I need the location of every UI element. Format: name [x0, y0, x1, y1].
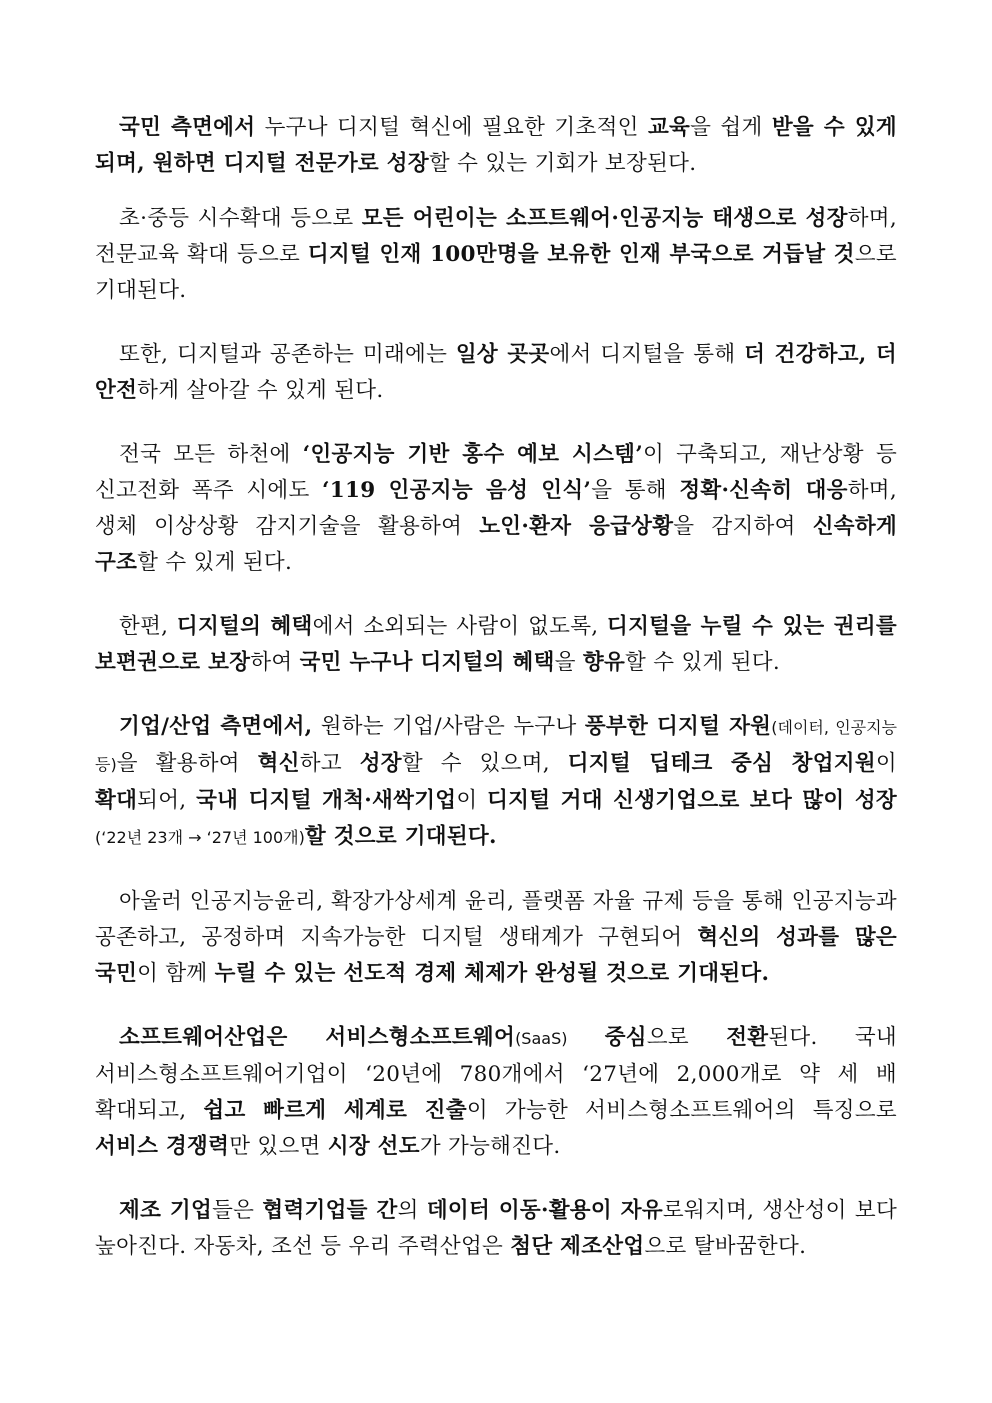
text-run: 할 것으로 기대된다.: [304, 824, 497, 849]
text-run: 시장 선도: [327, 1134, 420, 1159]
text-run: 확대: [95, 788, 138, 813]
text-run: 디지털의 혜택: [176, 614, 313, 639]
text-run: 서비스 경쟁력: [95, 1134, 230, 1159]
text-run: 하며, 생체 이상상황 감지기술을 활용하여: [95, 478, 897, 539]
text-run: 중심: [604, 1025, 647, 1050]
text-run: 더 건강하고, 더 안전: [95, 342, 897, 403]
text-run: 디지털을 누릴 수 있는 권리를 보편권으로 보장: [95, 614, 897, 675]
text-run: 원하는 기업/사람은 누구나: [312, 714, 585, 739]
text-run: 디지털 인재 100만명을 보유한 인재 부국으로 거듭날 것: [307, 242, 855, 267]
paragraph-industry: [95, 709, 897, 856]
text-run: 된다. 국내 서비스형소프트웨어기업이 ‘20년에 780개에서 ‘27년에 2,000개로 약 세 배 확대되고,: [95, 1025, 897, 1123]
text-run: 할 수 있게 된다.: [625, 650, 780, 675]
text-run: 하고: [299, 751, 360, 776]
paragraph-health-safety: [95, 337, 897, 409]
text-run: 의: [397, 1198, 427, 1223]
paragraph-disaster-response: [95, 437, 897, 581]
text-run: [567, 1025, 604, 1050]
text-run: (데이터, 인공지능 등): [95, 718, 898, 774]
text-run: 정확·신속히 대응: [679, 478, 848, 503]
text-run: 으로 탈바꿈한다.: [644, 1234, 807, 1259]
text-run: 디지털 거대 신생기업으로 보다 많이 성장: [487, 788, 897, 813]
paragraph-manufacturing: [95, 1193, 897, 1265]
text-run: 아울러 인공지능윤리, 확장가상세계 윤리, 플랫폼 자율 규제 등을 통해 인공지능과 공존하고, 공정하며 지속가능한 디지털 생태계가 구현되어: [95, 889, 897, 950]
text-run: 이 함께: [137, 961, 215, 986]
text-run: 성장: [359, 751, 402, 776]
text-run: 전환: [726, 1025, 769, 1050]
text-run: 누릴 수 있는 선도적 경제 체제가 완성될 것으로 기대된다.: [214, 961, 770, 986]
text-run: 가 가능해진다.: [419, 1134, 561, 1159]
text-run: 풍부한 디지털 자원: [584, 714, 772, 739]
text-run: 일상 곳곳: [455, 342, 550, 367]
text-run: 첨단 제조산업: [510, 1234, 645, 1259]
text-run: 이 구축되고, 재난상황 등 신고전화 폭주 시에도: [95, 442, 898, 503]
text-run: 하여: [250, 650, 300, 675]
paragraph-citizen-education: [95, 110, 897, 182]
text-run: 으로: [646, 1025, 727, 1050]
text-run: 받을 수 있게 되며, 원하면 디지털 전문가로 성장: [95, 115, 897, 176]
text-run: 되어,: [137, 788, 197, 813]
text-run: 로워지며, 생산성이 보다 높아진다. 자동차, 조선 등 우리 주력산업은: [95, 1198, 898, 1259]
paragraph-talent: [95, 201, 897, 309]
text-run: 들은: [212, 1198, 263, 1223]
text-run: 한편,: [119, 614, 177, 639]
text-run: 하며, 전문교육 확대 등으로: [95, 206, 897, 267]
text-run: 교육: [647, 115, 691, 140]
text-run: 이: [456, 788, 488, 813]
text-run: 할 수 있게 된다.: [137, 550, 293, 575]
text-run: 노인·환자 응급상황: [479, 514, 674, 539]
text-run: 소프트웨어산업은 서비스형소프트웨어: [119, 1025, 516, 1050]
text-run: 을 통해: [591, 478, 680, 503]
text-run: ‘인공지능 기반 홍수 예보 시스템’: [302, 442, 643, 467]
text-run: 국민 측면에서: [119, 115, 256, 140]
text-run: 을 감지하여: [673, 514, 813, 539]
text-run: 에서 디지털을 통해: [549, 342, 745, 367]
text-run: 제조 기업: [119, 1198, 213, 1223]
text-run: 하게 살아갈 수 있게 된다.: [137, 378, 384, 403]
text-run: 협력기업들 간: [262, 1198, 398, 1223]
text-run: 기업/산업 측면에서,: [119, 714, 313, 739]
paragraph-ecosystem: [95, 884, 897, 992]
text-run: 신속하게 구조: [95, 514, 898, 575]
text-run: 초·중등 시수확대 등으로: [119, 206, 362, 231]
text-run: 국내 디지털 개척·새싹기업: [196, 788, 457, 813]
text-run: 전국 모든 하천에: [119, 442, 303, 467]
text-run: 을 활용하여: [116, 751, 258, 776]
text-run: 데이터 이동·활용이 자유: [426, 1198, 663, 1223]
text-run: (‘22년 23개 → ‘27년 100개): [95, 828, 305, 847]
text-run: 국민 누구나 디지털의 혜택: [299, 650, 555, 675]
paragraph-software-saas: [95, 1020, 897, 1165]
text-run: 혁신: [257, 751, 300, 776]
text-run: ‘119 인공지능 음성 인식’: [321, 478, 592, 503]
text-run: 이 가능한 서비스형소프트웨어의 특징으로: [466, 1098, 898, 1123]
text-run: 할 수 있는 기회가 보장된다.: [428, 151, 697, 176]
text-run: 에서 소외되는 사람이 없도록,: [312, 614, 608, 639]
text-run: 으로 기대된다.: [95, 242, 897, 303]
text-run: 디지털 딥테크 중심 창업지원: [567, 751, 876, 776]
text-run: 향유: [582, 650, 626, 675]
text-run: 할 수 있으며,: [401, 751, 568, 776]
text-run: 쉽고 빠르게 세계로 진출: [203, 1098, 467, 1123]
text-run: 을: [554, 650, 583, 675]
text-run: 누구나 디지털 혁신에 필요한 기초적인: [255, 115, 648, 140]
paragraph-digital-rights: [95, 609, 897, 681]
text-run: 혁신의 성과를 많은 국민: [95, 925, 898, 986]
text-run: 또한, 디지털과 공존하는 미래에는: [119, 342, 456, 367]
text-run: 이: [875, 751, 897, 776]
text-run: 을 쉽게: [690, 115, 772, 140]
text-run: (SaaS): [515, 1029, 568, 1048]
text-run: 만 있으면: [229, 1134, 328, 1159]
text-run: 모든 어린이는 소프트웨어·인공지능 태생으로 성장: [361, 206, 848, 231]
